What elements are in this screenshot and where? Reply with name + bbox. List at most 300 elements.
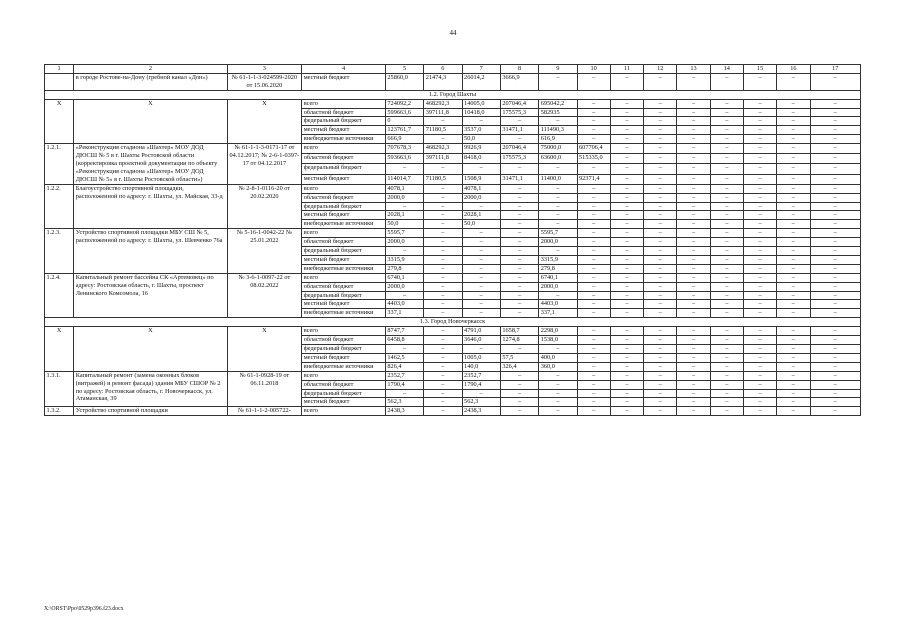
value-cell: 593663,6 [385, 154, 423, 164]
value-cell: 57,5 [500, 353, 538, 362]
value-cell: – [424, 117, 462, 126]
value-cell: 1790,4 [385, 380, 423, 389]
value-cell: – [710, 184, 743, 193]
table-row [45, 407, 861, 416]
value-cell: – [677, 108, 710, 117]
value-cell: – [710, 345, 743, 354]
fund-source: федеральный бюджет [302, 345, 386, 354]
value-cell: – [500, 407, 538, 416]
value-cell: – [644, 184, 677, 193]
value-cell: – [539, 345, 577, 354]
value-cell: – [810, 282, 861, 291]
value-cell: 6740,1 [539, 273, 577, 282]
value-cell: – [710, 282, 743, 291]
value-cell: – [810, 255, 861, 264]
value-cell: 21474,3 [424, 73, 462, 90]
value-cell: – [777, 135, 810, 144]
item-number: 1.2.3. [45, 229, 74, 274]
value-cell: – [610, 126, 643, 135]
fund-source: федеральный бюджет [302, 389, 386, 398]
value-cell: – [710, 398, 743, 407]
value-cell: – [610, 202, 643, 211]
value-cell: – [743, 291, 776, 300]
value-cell: – [424, 220, 462, 229]
budget-table [44, 64, 861, 416]
column-number: 11 [610, 65, 643, 74]
value-cell: – [500, 238, 538, 247]
value-cell: – [610, 389, 643, 398]
value-cell: – [677, 380, 710, 389]
value-cell: 207046,4 [500, 144, 538, 154]
value-cell: – [424, 229, 462, 238]
value-cell: – [743, 336, 776, 345]
fund-source: областной бюджет [302, 154, 386, 164]
value-cell: – [577, 273, 610, 282]
value-cell: – [810, 73, 861, 90]
item-document: Х [227, 99, 302, 144]
value-cell: – [810, 273, 861, 282]
value-cell: – [610, 291, 643, 300]
item-document: № 5-16-1-0042-22 № 25.01.2022 [227, 229, 302, 274]
value-cell: – [462, 300, 500, 309]
value-cell: – [462, 389, 500, 398]
value-cell: – [577, 407, 610, 416]
value-cell: – [810, 353, 861, 362]
table-row [45, 229, 861, 238]
value-cell: – [677, 282, 710, 291]
item-name: Устройство спортивной площадки [74, 407, 227, 416]
value-cell: 2352,7 [462, 371, 500, 380]
value-cell: – [743, 255, 776, 264]
value-cell: – [577, 380, 610, 389]
value-cell: – [677, 398, 710, 407]
value-cell: 10418,0 [462, 108, 500, 117]
value-cell: 50,0 [462, 135, 500, 144]
value-cell: – [710, 193, 743, 202]
value-cell: – [710, 336, 743, 345]
value-cell: – [710, 174, 743, 184]
value-cell: – [577, 135, 610, 144]
value-cell: – [385, 202, 423, 211]
value-cell: – [777, 229, 810, 238]
value-cell: – [644, 135, 677, 144]
fund-source: областной бюджет [302, 193, 386, 202]
value-cell: 71180,5 [424, 126, 462, 135]
value-cell: – [610, 144, 643, 154]
value-cell: – [743, 193, 776, 202]
value-cell: 1538,0 [539, 336, 577, 345]
item-document: № 61-1-1-2-005722- [227, 407, 302, 416]
value-cell: – [610, 117, 643, 126]
value-cell: – [810, 380, 861, 389]
column-number: 16 [777, 65, 810, 74]
value-cell: – [462, 238, 500, 247]
value-cell: – [644, 327, 677, 336]
value-cell: – [644, 117, 677, 126]
value-cell: 1658,7 [500, 327, 538, 336]
value-cell: – [777, 174, 810, 184]
value-cell: – [810, 362, 861, 371]
value-cell: 4078,1 [462, 184, 500, 193]
value-cell: – [539, 117, 577, 126]
value-cell: – [743, 220, 776, 229]
value-cell: – [810, 126, 861, 135]
fund-source: всего [302, 327, 386, 336]
fund-source: местный бюджет [302, 174, 386, 184]
value-cell: – [677, 126, 710, 135]
value-cell: – [424, 282, 462, 291]
value-cell: – [677, 202, 710, 211]
value-cell: 468292,3 [424, 99, 462, 108]
value-cell: – [743, 144, 776, 154]
file-path-footer: X:\ORST\Ppo\0529p396.f23.docx [44, 606, 124, 612]
value-cell: – [577, 255, 610, 264]
value-cell: – [743, 229, 776, 238]
value-cell: – [810, 345, 861, 354]
value-cell: – [577, 291, 610, 300]
value-cell: – [539, 211, 577, 220]
value-cell: – [577, 309, 610, 318]
value-cell: – [677, 389, 710, 398]
value-cell: – [424, 273, 462, 282]
fund-source: местный бюджет [302, 300, 386, 309]
value-cell: – [644, 211, 677, 220]
value-cell: – [577, 247, 610, 256]
value-cell: 9926,9 [462, 144, 500, 154]
value-cell: – [462, 264, 500, 273]
fund-source: областной бюджет [302, 380, 386, 389]
value-cell: – [810, 291, 861, 300]
item-number: 1.3.1. [45, 371, 74, 407]
value-cell: 826,4 [385, 362, 423, 371]
value-cell: – [644, 193, 677, 202]
value-cell: 111490,3 [539, 126, 577, 135]
value-cell: 92371,4 [577, 174, 610, 184]
value-cell: – [462, 255, 500, 264]
value-cell: 31471,1 [500, 174, 538, 184]
value-cell: – [644, 154, 677, 164]
value-cell: – [777, 108, 810, 117]
value-cell: – [539, 389, 577, 398]
value-cell: – [500, 380, 538, 389]
value-cell: – [710, 407, 743, 416]
value-cell: 175575,3 [500, 108, 538, 117]
value-cell: – [424, 164, 462, 174]
value-cell: 31471,1 [500, 126, 538, 135]
fund-source: внебюджетные источники [302, 220, 386, 229]
value-cell: – [710, 255, 743, 264]
value-cell: – [462, 273, 500, 282]
value-cell: – [610, 154, 643, 164]
value-cell: 2352,7 [385, 371, 423, 380]
value-cell: – [777, 398, 810, 407]
item-number: Х [45, 327, 74, 372]
value-cell: 4403,0 [539, 300, 577, 309]
fund-source: областной бюджет [302, 282, 386, 291]
value-cell: – [539, 193, 577, 202]
value-cell: – [677, 184, 710, 193]
value-cell: – [743, 247, 776, 256]
value-cell: – [644, 164, 677, 174]
fund-source: федеральный бюджет [302, 291, 386, 300]
value-cell: – [743, 108, 776, 117]
value-cell: – [710, 99, 743, 108]
value-cell: – [500, 345, 538, 354]
column-number: 6 [424, 65, 462, 74]
value-cell: – [677, 345, 710, 354]
value-cell: – [810, 135, 861, 144]
column-number: 13 [677, 65, 710, 74]
value-cell: – [710, 389, 743, 398]
value-cell: – [500, 229, 538, 238]
value-cell: – [539, 380, 577, 389]
value-cell: – [677, 353, 710, 362]
value-cell: – [539, 398, 577, 407]
value-cell: 607706,4 [577, 144, 610, 154]
value-cell: – [610, 282, 643, 291]
value-cell: 123761,7 [385, 126, 423, 135]
item-name: «Реконструкция стадиона «Шахтер» МОУ ДОД ДЮСШ № 5 в г. Шахты Ростовской области (корректировка проектной документации по объекту «Реконструкция стадиона «Шахтер» МОУ ДОД ДЮСШ № 5» в г. Шахты Ростовской области») [74, 144, 227, 185]
value-cell: – [777, 282, 810, 291]
value-cell: – [644, 273, 677, 282]
value-cell: – [810, 193, 861, 202]
value-cell: 397111,8 [424, 108, 462, 117]
column-number: 4 [302, 65, 386, 74]
value-cell: – [462, 291, 500, 300]
value-cell: 71180,5 [424, 174, 462, 184]
value-cell: – [500, 193, 538, 202]
value-cell: – [710, 353, 743, 362]
value-cell: 25860,0 [385, 73, 423, 90]
value-cell: – [777, 336, 810, 345]
value-cell: – [810, 211, 861, 220]
value-cell: 114014,7 [385, 174, 423, 184]
value-cell: – [577, 345, 610, 354]
value-cell: – [710, 380, 743, 389]
value-cell: – [577, 238, 610, 247]
value-cell: 14005,0 [462, 99, 500, 108]
value-cell: 8418,0 [462, 154, 500, 164]
value-cell: – [743, 398, 776, 407]
value-cell: 2000,0 [539, 282, 577, 291]
item-document: № 2-8-1-0116-20 от 20.02.2020 [227, 184, 302, 229]
value-cell: – [743, 174, 776, 184]
value-cell: – [710, 371, 743, 380]
fund-source: местный бюджет [302, 398, 386, 407]
value-cell: – [777, 154, 810, 164]
fund-source: всего [302, 407, 386, 416]
value-cell: – [462, 345, 500, 354]
value-cell: – [500, 247, 538, 256]
value-cell: – [500, 300, 538, 309]
value-cell: 1274,8 [500, 336, 538, 345]
value-cell: – [743, 117, 776, 126]
value-cell: – [424, 264, 462, 273]
value-cell: – [500, 211, 538, 220]
table-row [45, 327, 861, 336]
value-cell: – [644, 300, 677, 309]
value-cell: – [743, 309, 776, 318]
value-cell: – [610, 211, 643, 220]
value-cell: – [500, 202, 538, 211]
value-cell: – [644, 99, 677, 108]
value-cell: – [810, 99, 861, 108]
value-cell: 1508,9 [462, 174, 500, 184]
section-row [45, 318, 861, 327]
value-cell: – [677, 99, 710, 108]
value-cell: 75000,0 [539, 144, 577, 154]
fund-source: внебюджетные источники [302, 309, 386, 318]
value-cell: – [644, 108, 677, 117]
fund-source: всего [302, 184, 386, 193]
column-number: 7 [462, 65, 500, 74]
table-row [45, 371, 861, 380]
value-cell: – [610, 362, 643, 371]
value-cell: – [577, 371, 610, 380]
value-cell: – [500, 282, 538, 291]
value-cell: – [424, 389, 462, 398]
value-cell: – [424, 255, 462, 264]
value-cell: 4078,1 [385, 184, 423, 193]
value-cell: 26014,2 [462, 73, 500, 90]
value-cell: – [577, 126, 610, 135]
value-cell: 63600,0 [539, 154, 577, 164]
value-cell: 5595,7 [539, 229, 577, 238]
value-cell: – [610, 73, 643, 90]
value-cell: – [710, 264, 743, 273]
value-cell: – [810, 174, 861, 184]
value-cell: – [644, 362, 677, 371]
value-cell: – [777, 345, 810, 354]
value-cell: – [777, 99, 810, 108]
value-cell: 50,0 [462, 220, 500, 229]
item-document: № 3-6-1-0097-22 от 08.02.2022 [227, 273, 302, 318]
value-cell: – [810, 247, 861, 256]
value-cell: – [710, 73, 743, 90]
value-cell: – [777, 407, 810, 416]
value-cell: – [610, 300, 643, 309]
value-cell: – [424, 193, 462, 202]
value-cell: – [539, 73, 577, 90]
value-cell: – [577, 108, 610, 117]
value-cell: – [677, 407, 710, 416]
value-cell: – [710, 154, 743, 164]
fund-source: всего [302, 273, 386, 282]
value-cell: 2028,1 [462, 211, 500, 220]
item-number: 1.2.2. [45, 184, 74, 229]
value-cell: – [462, 202, 500, 211]
value-cell: – [577, 264, 610, 273]
fund-source: областной бюджет [302, 238, 386, 247]
value-cell: – [500, 164, 538, 174]
value-cell: 724092,2 [385, 99, 423, 108]
value-cell: – [810, 371, 861, 380]
value-cell: – [810, 407, 861, 416]
value-cell: – [610, 255, 643, 264]
value-cell: 562,3 [462, 398, 500, 407]
value-cell: – [644, 264, 677, 273]
fund-source: областной бюджет [302, 108, 386, 117]
value-cell: 140,0 [462, 362, 500, 371]
value-cell: 5595,7 [385, 229, 423, 238]
value-cell: – [610, 135, 643, 144]
value-cell: – [500, 264, 538, 273]
value-cell: – [677, 255, 710, 264]
value-cell: – [644, 238, 677, 247]
value-cell: – [677, 247, 710, 256]
value-cell: – [710, 327, 743, 336]
value-cell: – [424, 202, 462, 211]
value-cell: – [644, 336, 677, 345]
value-cell: – [810, 398, 861, 407]
column-number: 2 [74, 65, 227, 74]
value-cell: – [777, 247, 810, 256]
value-cell: – [743, 184, 776, 193]
value-cell: 11400,0 [539, 174, 577, 184]
value-cell: – [424, 407, 462, 416]
value-cell: 2298,0 [539, 327, 577, 336]
table-row [45, 144, 861, 154]
value-cell: – [677, 154, 710, 164]
value-cell: – [644, 220, 677, 229]
value-cell: – [677, 193, 710, 202]
value-cell: – [810, 108, 861, 117]
value-cell: – [810, 300, 861, 309]
value-cell: 2438,3 [462, 407, 500, 416]
value-cell: – [462, 282, 500, 291]
column-number: 15 [743, 65, 776, 74]
value-cell: 337,1 [385, 309, 423, 318]
value-cell: 360,0 [539, 362, 577, 371]
value-cell: – [743, 99, 776, 108]
value-cell: – [743, 154, 776, 164]
value-cell: – [500, 255, 538, 264]
fund-source: внебюджетные источники [302, 362, 386, 371]
value-cell: – [577, 193, 610, 202]
value-cell: – [677, 73, 710, 90]
value-cell: – [610, 99, 643, 108]
value-cell: – [810, 327, 861, 336]
value-cell: – [710, 309, 743, 318]
value-cell: – [677, 135, 710, 144]
column-number: 8 [500, 65, 538, 74]
value-cell: 6740,1 [385, 273, 423, 282]
value-cell: 0 [385, 117, 423, 126]
value-cell: – [777, 211, 810, 220]
value-cell: – [743, 353, 776, 362]
value-cell: – [743, 380, 776, 389]
table-row [45, 99, 861, 108]
value-cell: – [710, 291, 743, 300]
value-cell: – [743, 407, 776, 416]
value-cell: – [777, 291, 810, 300]
value-cell: – [610, 238, 643, 247]
item-number: Х [45, 99, 74, 144]
value-cell: – [385, 247, 423, 256]
value-cell: – [743, 126, 776, 135]
value-cell: – [777, 300, 810, 309]
fund-source: всего [302, 371, 386, 380]
value-cell: – [777, 202, 810, 211]
value-cell: – [743, 389, 776, 398]
value-cell: – [577, 117, 610, 126]
fund-source: федеральный бюджет [302, 247, 386, 256]
value-cell: 6458,8 [385, 336, 423, 345]
value-cell: – [710, 247, 743, 256]
value-cell: – [577, 220, 610, 229]
value-cell: – [644, 174, 677, 184]
value-cell: – [743, 371, 776, 380]
